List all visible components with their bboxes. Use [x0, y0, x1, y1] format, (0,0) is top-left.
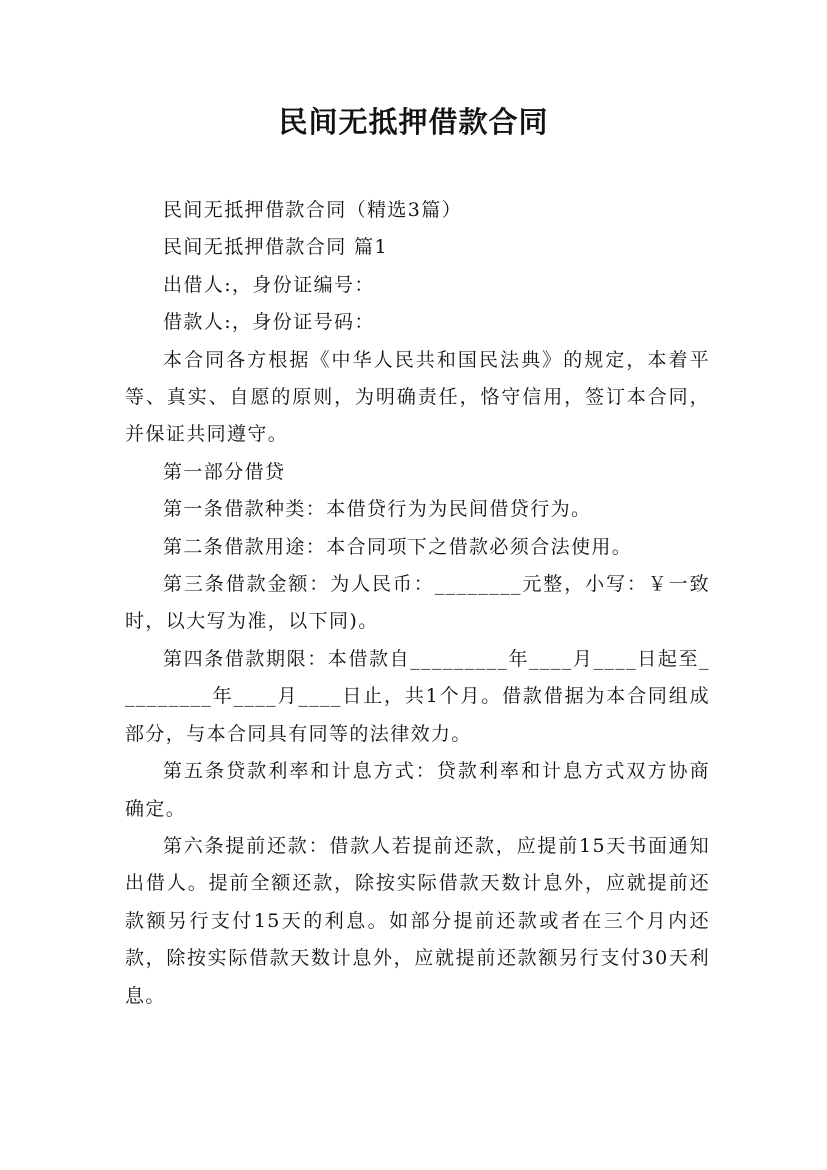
paragraph: 第一条借款种类：本借贷行为为民间借贷行为。	[163, 498, 592, 521]
paragraph: 本合同各方根据《中华人民共和国民法典》的规定，本着平等、真实、自愿的原则，为明确责任，恪守信用，签订本合同，并保证共同遵守。	[125, 348, 710, 446]
document-body	[125, 192, 710, 1015]
paragraph: 第一部分借贷	[163, 460, 286, 483]
paragraph: 第六条提前还款：借款人若提前还款，应提前15天书面通知出借人。提前全额还款，除按实际借款天数计息外，应就提前还款额另行支付15天的利息。如部分提前还款或者在三个月内还款，除按实际借款天数计息外，应就提前还款额另行支付30天利息。	[125, 834, 710, 1007]
paragraph: 民间无抵押借款合同 篇1	[163, 236, 388, 259]
paragraph: 第三条借款金额：为人民币：________元整，小写：￥一致时，以大写为准，以下同)。	[125, 573, 710, 633]
paragraph: 第四条借款期限：本借款自_________年____月____日起至_________年____月____日止，共1个月。借款借据为本合同组成部分，与本合同具有同等的法律效力。	[125, 647, 710, 745]
paragraph: 借款人:，身份证号码：	[163, 311, 375, 334]
paragraph: 第二条借款用途：本合同项下之借款必须合法使用。	[163, 535, 633, 558]
paragraph: 民间无抵押借款合同（精选3篇）	[163, 199, 463, 221]
paragraph: 出借人:，身份证编号：	[163, 273, 375, 296]
paragraph: 第五条贷款利率和计息方式：贷款利率和计息方式双方协商确定。	[125, 760, 710, 820]
document-title: 民间无抵押借款合同	[278, 105, 549, 139]
